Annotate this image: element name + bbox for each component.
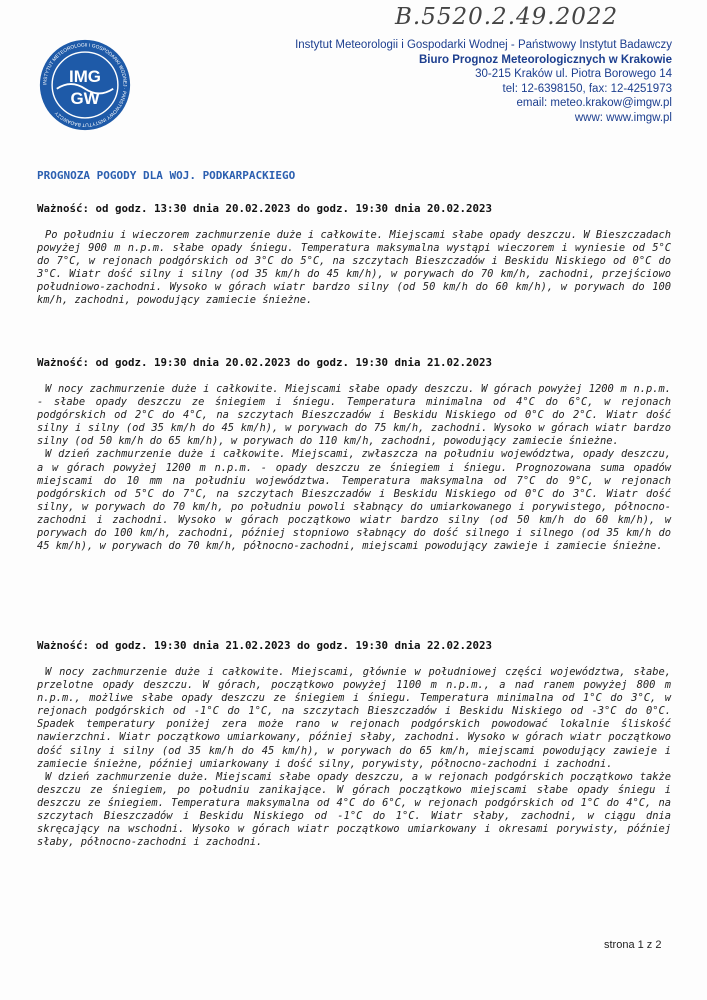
section-body-1 [37, 229, 671, 308]
forecast-paragraph: Po południu i wieczorem zachmurzenie duże i całkowite. Miejscami słabe opady deszczu. W Bieszczadach powyżej 900 m n.p.m. słabe opady śniegu. Temperatura maksymalna wystąpi wieczorem i wyniesie od 5°C do 7°C, w rejonach podgórskich od 3°C do 5°C, na szczytach Bieszczadów i Beskidu Niskiego od 0°C do 3°C. Wiatr dość silny i silny (od 35 km/h do 45 km/h), w porywach do 70 km/h, zachodni, przejściowo południowo-zachodni. Wysoko w górach wiatr bardzo silny (od 50 km/h do 60 km/h), w porywach do 100 km/h, zachodni, powodujący zamiecie śnieżne. [37, 229, 671, 307]
forecast-paragraph: W nocy zachmurzenie duże i całkowite. Miejscami, głównie w południowej części województwa, słabe, przelotne opady deszczu. W górach, początkowo powyżej 1100 m n.p.m., a nad ranem powyżej 800 m n.p.m., możliwe słabe opady deszczu ze śniegiem i śniegu. Temperatura minimalna od 1°C do 3°C, w rejonach podgórskich od -1°C do 1°C, na szczytach Bieszczadów i Beskidu Niskiego od -3°C do 0°C. Spadek temperatury poniżej zera może rano w rejonach podgórskich powodować lokalnie śliskość nawierzchni. Wiatr początkowo umiarkowany, później słaby, zachodni. Wysoko w górach wiatr początkowo dość silny i silny (od 35 km/h do 45 km/h), w porywach do 65 km/h, miejscami powodujący zawieje i zamiecie śnieżne, później umiarkowany i dość silny, porywisty, północno-zachodni i zachodni. [37, 666, 671, 770]
address: 30-215 Kraków ul. Piotra Borowego 14 [475, 68, 672, 81]
section-body-3 [37, 666, 671, 849]
page-number: strona 1 z 2 [604, 939, 662, 951]
handwritten-reference-number: B.5520.2.49.2022 [395, 4, 619, 30]
institute-header [295, 38, 672, 126]
svg-text:INSTYTUT METEOROLOGII I GOSPOD: INSTYTUT METEOROLOGII I GOSPODARKI WODNEJ · PAŃSTWOWY INSTYTUT BADAWCZY [43, 43, 127, 127]
email: email: meteo.krakow@imgw.pl [516, 97, 672, 110]
website: www: www.imgw.pl [574, 111, 672, 124]
institute-name: Instytut Meteorologii i Gospodarki Wodnej - Państwowy Instytut Badawczy [295, 39, 672, 51]
forecast-paragraph: W dzień zachmurzenie duże i całkowite. Miejscami, zwłaszcza na południu województwa, opady deszczu, a w górach powyżej 1200 m n.p.m. - opady deszczu ze śniegiem i śniegu. Prognozowana suma opadów miejscami do 10 mm na południu województwa. Temperatura maksymalna od 7°C do 9°C, w rejonach podgórskich od 5°C do 7°C, na szczytach Bieszczadów i Beskidu Niskiego od 0°C do 3°C. Wiatr dość silny, w porywach do 70 km/h, po południu powoli słabnący do umiarkowanego i porywistego, północno-zachodni i zachodni. Wysoko w górach początkowo wiatr bardzo silny (od 50 km/h do 60 km/h), w porywach do 100 km/h, zachodni, później stopniowo słabnący do dość silnego i silnego (od 35 km/h do 45 km/h), w porywach do 70 km/h, północno-zachodni, miejscami powodujący zawieje i zamiecie śnieżne. [37, 448, 671, 553]
document-title: PROGNOZA POGODY DLA WOJ. PODKARPACKIEGO [37, 169, 296, 182]
forecast-paragraph: W nocy zachmurzenie duże i całkowite. Miejscami słabe opady deszczu. W górach powyżej 1200 m n.p.m. - słabe opady deszczu ze śniegiem i śniegu. Temperatura minimalna od 4°C do 6°C, w rejonach podgórskich od 2°C do 4°C, na szczytach Bieszczadów i Beskidu Niskiego od 0°C do 2°C. Wiatr dość silny i silny (od 35 km/h do 45 km/h), w porywach do 75 km/h, zachodni. Wysoko w górach wiatr bardzo silny (od 50 km/h do 65 km/h), w porywach do 110 km/h, zachodni, powodujący zamiecie śnieżne. [37, 383, 671, 448]
svg-text:IMG: IMG [69, 67, 101, 87]
phone-fax: tel: 12-6398150, fax: 12-4251973 [502, 82, 672, 95]
imgw-logo [38, 38, 132, 132]
svg-text:GW: GW [70, 88, 100, 108]
section-validity-1: Ważność: od godz. 13:30 dnia 20.02.2023 do godz. 19:30 dnia 20.02.2023 [37, 202, 493, 215]
section-body-2 [37, 383, 671, 553]
section-validity-2: Ważność: od godz. 19:30 dnia 20.02.2023 do godz. 19:30 dnia 21.02.2023 [37, 356, 493, 369]
forecast-paragraph: W dzień zachmurzenie duże. Miejscami słabe opady deszczu, a w rejonach podgórskich początkowo także deszczu ze śniegiem, po południu zanikające. W górach początkowo miejscami słabe opady śniegu i deszczu ze śniegiem. Temperatura maksymalna od 4°C do 6°C, w rejonach podgórskich od 1°C do 4°C, na szczytach Bieszczadów i Beskidu Niskiego od -1°C do 1°C. Wiatr słaby, zachodni, w ciągu dnia skręcający na wschodni. Wysoko w górach wiatr początkowo umiarkowany i okresami porywisty, później słaby, północno-zachodni i zachodni. [37, 770, 671, 849]
section-validity-3: Ważność: od godz. 19:30 dnia 21.02.2023 do godz. 19:30 dnia 22.02.2023 [37, 639, 493, 652]
office-name: Biuro Prognoz Meteorologicznych w Krakowie [418, 53, 672, 66]
